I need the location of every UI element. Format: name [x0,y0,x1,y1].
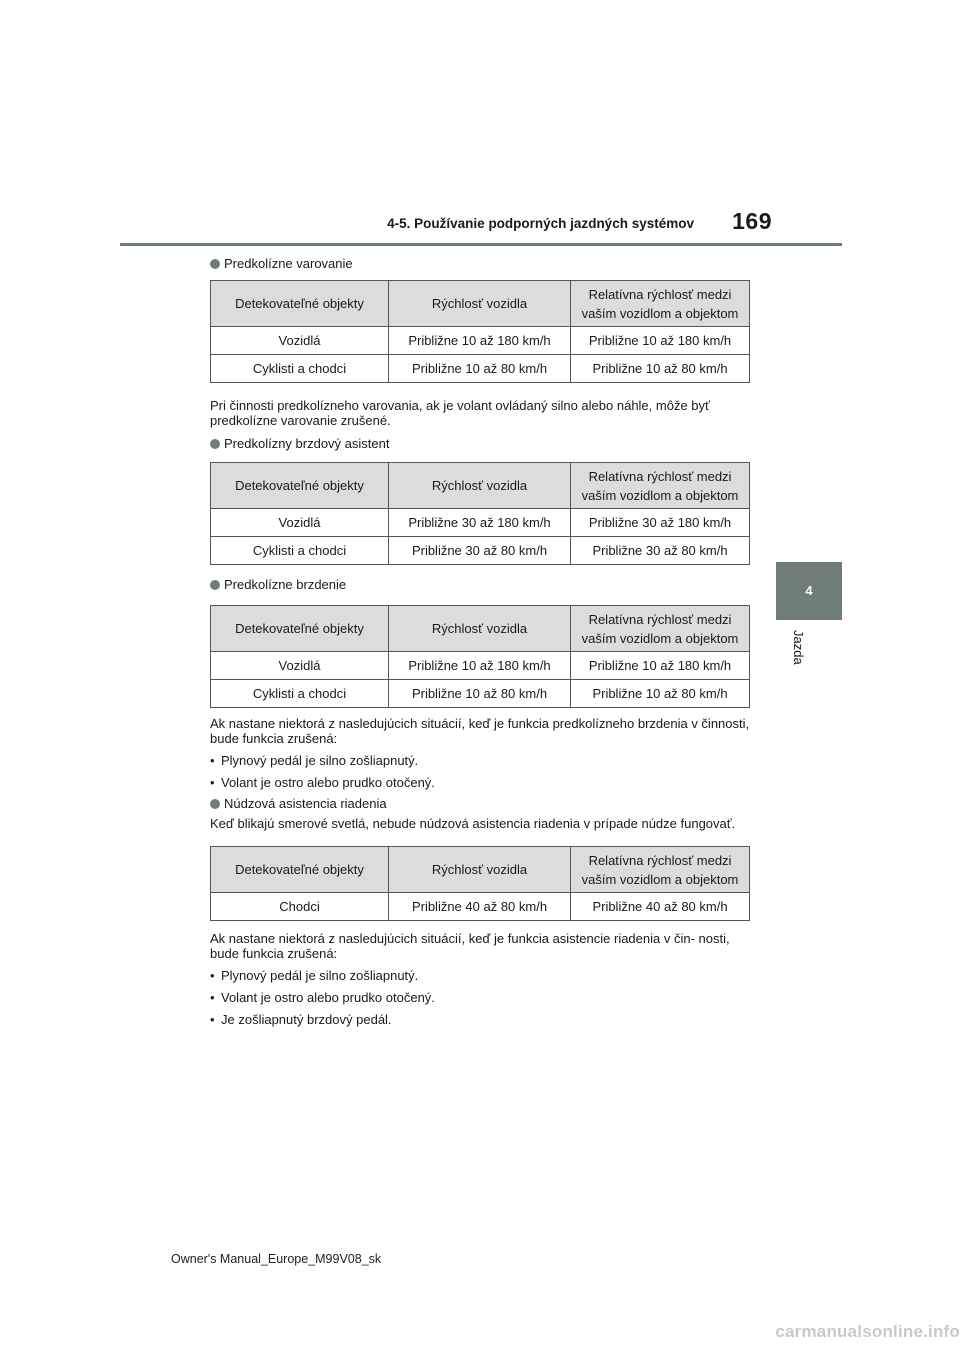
page-content [210,254,750,1029]
table-cell: Cyklisti a chodci [211,680,389,708]
table-header-row [211,463,750,509]
table-cell: Približne 40 až 80 km/h [389,893,571,921]
column-header: Detekovateľné objekty [211,606,389,652]
column-header: Detekovateľné objekty [211,463,389,509]
table-cell: Približne 10 až 80 km/h [389,355,571,383]
section-heading: Núdzová asistencia riadenia [210,794,750,814]
column-header: Relatívna rýchlosť medzi vaším vozidlom a objektom [571,463,750,509]
column-header: Rýchlosť vozidla [389,281,571,327]
table-row [211,327,750,355]
column-header: Rýchlosť vozidla [389,847,571,893]
table-cell: Cyklisti a chodci [211,537,389,565]
list-item: • Plynový pedál je silno zošliapnutý. [210,753,419,768]
list-item: • Volant je ostro alebo prudko otočený. [210,990,435,1005]
chapter-tab: 4 [776,562,842,620]
table-row [211,893,750,921]
bullet-icon [210,439,220,449]
table-row [211,537,750,565]
bullet-icon [210,580,220,590]
body-text: Keď blikajú smerové svetlá, nebude núdzová asistencia riadenia v prípade núdze fungovať. [210,816,736,831]
table-cell: Približne 10 až 180 km/h [389,327,571,355]
bullet-icon [210,259,220,269]
list-item: • Plynový pedál je silno zošliapnutý. [210,968,419,983]
footer-text: Owner's Manual_Europe_M99V08_sk [171,1252,382,1266]
page-header [120,208,842,244]
detection-table [210,280,750,383]
body-text: Pri činnosti predkolízneho varovania, ak je volant ovládaný silno alebo náhle, môže byť predkolízne varovanie zrušené. [210,398,710,428]
body-text: Ak nastane niektorá z nasledujúcich situácií, keď je funkcia predkolízneho brzdenia v činnosti, bude funkcia zrušená: [210,716,750,746]
detection-table [210,605,750,708]
detection-table [210,846,750,921]
section-heading: Predkolízny brzdový asistent [210,434,750,454]
bullet-icon [210,799,220,809]
table-cell: Približne 40 až 80 km/h [571,893,750,921]
section-heading: Predkolízne varovanie [210,254,750,274]
detection-table [210,462,750,565]
table-row [211,509,750,537]
table-header-row [211,606,750,652]
header-divider [120,243,842,246]
chapter-label: Jazda [791,630,806,665]
table-cell: Približne 30 až 80 km/h [389,537,571,565]
table-header-row [211,281,750,327]
table-cell: Približne 10 až 80 km/h [389,680,571,708]
table-cell: Približne 30 až 180 km/h [389,509,571,537]
watermark: carmanualsonline.info [775,1322,960,1341]
column-header: Detekovateľné objekty [211,281,389,327]
table-cell: Približne 30 až 80 km/h [571,537,750,565]
table-cell: Približne 10 až 80 km/h [571,680,750,708]
table-cell: Približne 10 až 80 km/h [571,355,750,383]
column-header: Rýchlosť vozidla [389,606,571,652]
section-title: 4-5. Používanie podporných jazdných systémov [387,216,694,231]
table-row [211,680,750,708]
column-header: Relatívna rýchlosť medzi vaším vozidlom a objektom [571,281,750,327]
table-cell: Približne 10 až 180 km/h [389,652,571,680]
table-header-row [211,847,750,893]
table-row [211,652,750,680]
table-cell: Približne 10 až 180 km/h [571,652,750,680]
list-item: • Volant je ostro alebo prudko otočený. [210,775,435,790]
table-cell: Vozidlá [211,652,389,680]
column-header: Detekovateľné objekty [211,847,389,893]
table-row [211,355,750,383]
table-cell: Cyklisti a chodci [211,355,389,383]
table-cell: Vozidlá [211,327,389,355]
page-number: 169 [732,208,772,234]
body-text: Ak nastane niektorá z nasledujúcich situácií, keď je funkcia asistencie riadenia v čin- nosti, bude funkcia zrušená: [210,931,730,961]
list-item: • Je zošliapnutý brzdový pedál. [210,1012,392,1027]
column-header: Rýchlosť vozidla [389,463,571,509]
table-cell: Približne 30 až 180 km/h [571,509,750,537]
table-cell: Chodci [211,893,389,921]
section-heading: Predkolízne brzdenie [210,575,750,595]
column-header: Relatívna rýchlosť medzi vaším vozidlom a objektom [571,606,750,652]
table-cell: Vozidlá [211,509,389,537]
table-cell: Približne 10 až 180 km/h [571,327,750,355]
column-header: Relatívna rýchlosť medzi vaším vozidlom a objektom [571,847,750,893]
